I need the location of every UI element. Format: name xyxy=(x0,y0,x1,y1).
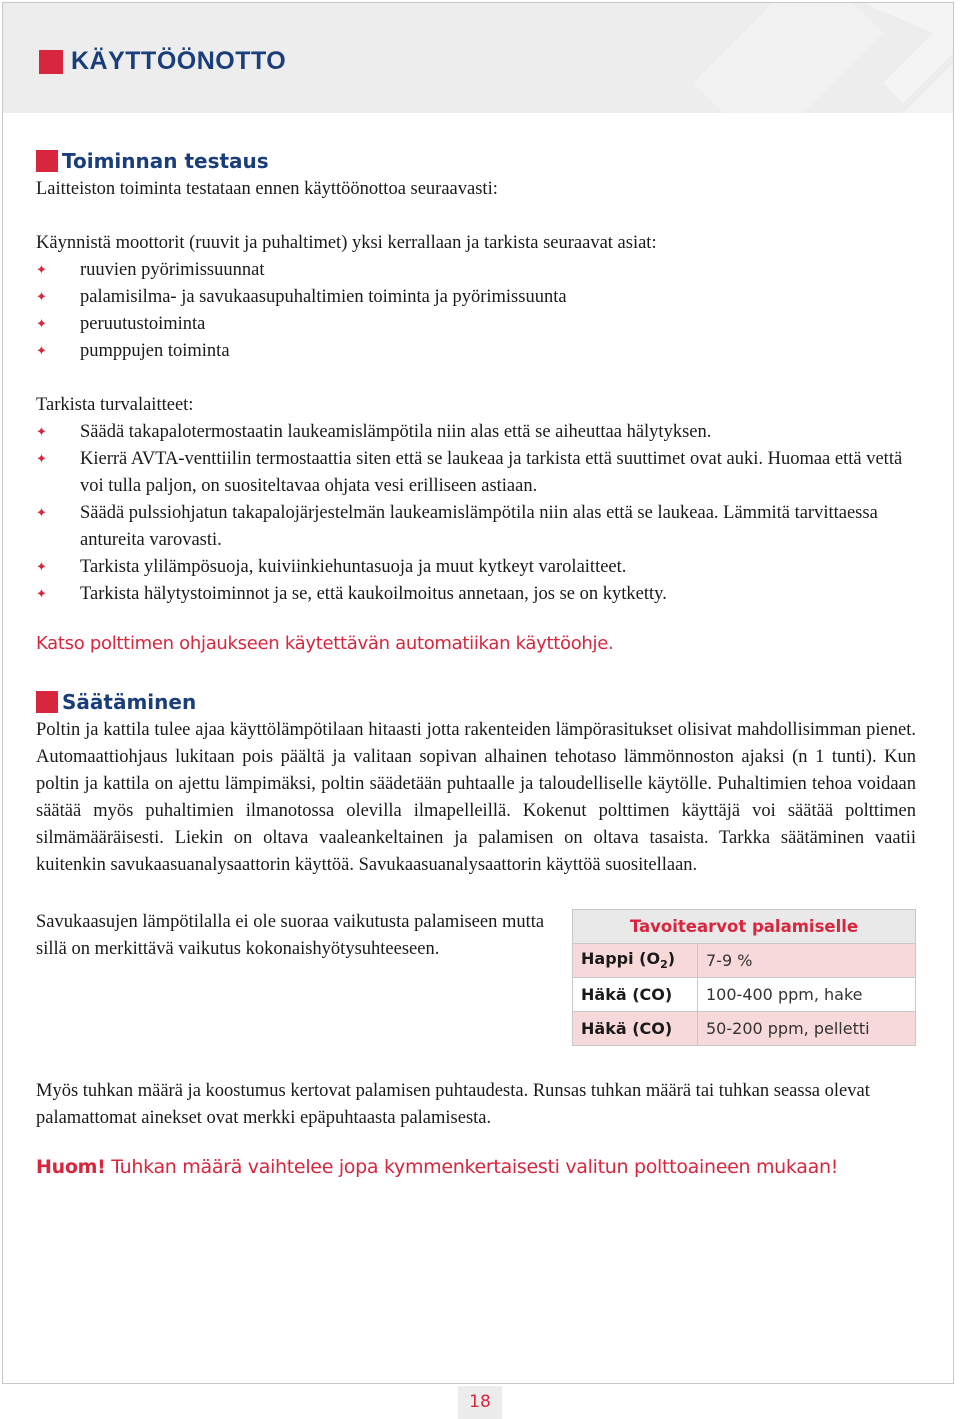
safety-intro: Tarkista turvalaitteet: xyxy=(36,395,194,415)
ash-text: Myös tuhkan määrä ja koostumus kertovat palamisen puhtaudesta. Runsas tuhkan määrä tai tuhkan seassa olevat palamattomat ainekset ovat merkki epäpuhtaasta palamisesta. xyxy=(36,1081,870,1128)
list-item: ✦ Säädä pulssiohjatun takapalojärjestelmän laukeamislämpötila niin alas että se laukeaa. Lämmitä tarvittaessa antureita varovasti. xyxy=(36,500,916,554)
bullet-icon: ✦ xyxy=(36,560,47,575)
safety-check-list xyxy=(36,419,916,608)
motors-intro: Käynnistä moottorit (ruuvit ja puhaltimet) yksi kerrallaan ja tarkista seuraavat asiat: xyxy=(36,233,657,253)
list-item: ✦ palamisilma- ja savukaasupuhaltimien toiminta ja pyörimissuunta xyxy=(36,284,916,311)
bullet-icon: ✦ xyxy=(36,317,47,332)
list-item: ✦ Tarkista ylilämpösuoja, kuiviinkiehuntasuoja ja muut kytkeyt varolaitteet. xyxy=(36,554,916,581)
list-item: ✦ Kierrä AVTA-venttiilin termostaattia siten että se laukeaa ja tarkista että suuttimet ovat auki. Huomaa että vettä voi tulla paljon, on suositeltavaa ohjata vesi erilliseen astiaan. xyxy=(36,446,916,500)
flue-gas-row xyxy=(36,909,916,1046)
section-heading-text: Toiminnan testaus xyxy=(62,149,269,173)
target-values-table xyxy=(572,909,916,1046)
page-number: 18 xyxy=(458,1386,502,1419)
table-row xyxy=(573,1012,916,1046)
bullet-icon: ✦ xyxy=(36,344,47,359)
adjustment-paragraph: Poltin ja kattila tulee ajaa käyttölämpötilaan hitaasti jotta rakenteiden lämpörasitukset olisivat mahdollisimman pienet. Automaattiohjaus lukitaan pois päältä ja valitaan sopivan alhainen tehotaso lämmönnoston ajaksi (n 1 tunti). Kun poltin ja kattila on ajettu lämpimäksi, poltin säädetään puhtaalle ja taloudelliselle käytölle. Puhaltimien tehoa voidaan säätää myös puhaltimien ilmanotossa olevilla ilmapelleillä. Kokenut polttimen käyttäjä voi säätää polttimen silmämääräisesti. Liekin on oltava vaaleankeltainen ja palamisen on oltava tasaista. Tarkka säätäminen vaatii kuitenkin savukaasuanalysaattorin käyttöä. Savukaasuanalysaattorin käyttöä suositellaan. xyxy=(36,720,916,875)
section-heading-text: Säätäminen xyxy=(62,690,197,714)
heading-marker-icon xyxy=(36,150,58,172)
bullet-icon: ✦ xyxy=(36,290,47,305)
table-row xyxy=(573,978,916,1012)
table-cell-label: Häkä (CO) xyxy=(573,1012,698,1046)
bullet-icon: ✦ xyxy=(36,452,47,467)
table-cell-value: 50-200 ppm, pelletti xyxy=(698,1012,916,1046)
intro-text: Laitteiston toiminta testataan ennen käyttöönottoa seuraavasti: xyxy=(36,179,498,199)
section-heading-adjustment xyxy=(36,687,916,717)
motor-check-list xyxy=(36,257,916,365)
flue-gas-text: Savukaasujen lämpötilalla ei ole suoraa vaikutusta palamiseen mutta sillä on merkittävä vaikutus kokonaishyötysuhteeseen. xyxy=(36,912,545,959)
page-title xyxy=(39,47,286,76)
list-item: ✦ Säädä takapalotermostaatin laukeamislämpötila niin alas että se aiheuttaa hälytyksen. xyxy=(36,419,916,446)
automation-note: Katso polttimen ohjaukseen käytettävän automatiikan käyttöohje. xyxy=(36,633,614,654)
table-row xyxy=(573,944,916,978)
table-cell-value: 7-9 % xyxy=(698,944,916,978)
heading-marker-icon xyxy=(36,691,58,713)
list-item: ✦ pumppujen toiminta xyxy=(36,338,916,365)
bullet-icon: ✦ xyxy=(36,587,47,602)
table-cell-label: Happi $(O_2)$ xyxy=(573,944,698,978)
table-cell-value: 100-400 ppm, hake xyxy=(698,978,916,1012)
warning-text: Tuhkan määrä vaihtelee jopa kymmenkertaisesti valitun polttoaineen mukaan! xyxy=(105,1156,839,1178)
ash-warning xyxy=(36,1154,916,1181)
bullet-icon: ✦ xyxy=(36,506,47,521)
list-item: ✦ ruuvien pyörimissuunnat xyxy=(36,257,916,284)
table-cell-label: Häkä (CO) xyxy=(573,978,698,1012)
page-title-text: KÄYTTÖÖNOTTO xyxy=(71,47,287,75)
title-marker-icon xyxy=(39,50,63,74)
table-title: Tavoitearvot palamiselle xyxy=(573,910,916,944)
list-item: ✦ Tarkista hälytystoiminnot ja se, että kaukoilmoitus annetaan, jos se on kytketty. xyxy=(36,581,916,608)
header-decoration xyxy=(653,3,953,113)
content xyxy=(36,146,916,1181)
list-item: ✦ peruutustoiminta xyxy=(36,311,916,338)
warning-label: Huom! xyxy=(36,1156,106,1178)
bullet-icon: ✦ xyxy=(36,425,47,440)
section-heading-testing xyxy=(36,146,916,176)
bullet-icon: ✦ xyxy=(36,263,47,278)
